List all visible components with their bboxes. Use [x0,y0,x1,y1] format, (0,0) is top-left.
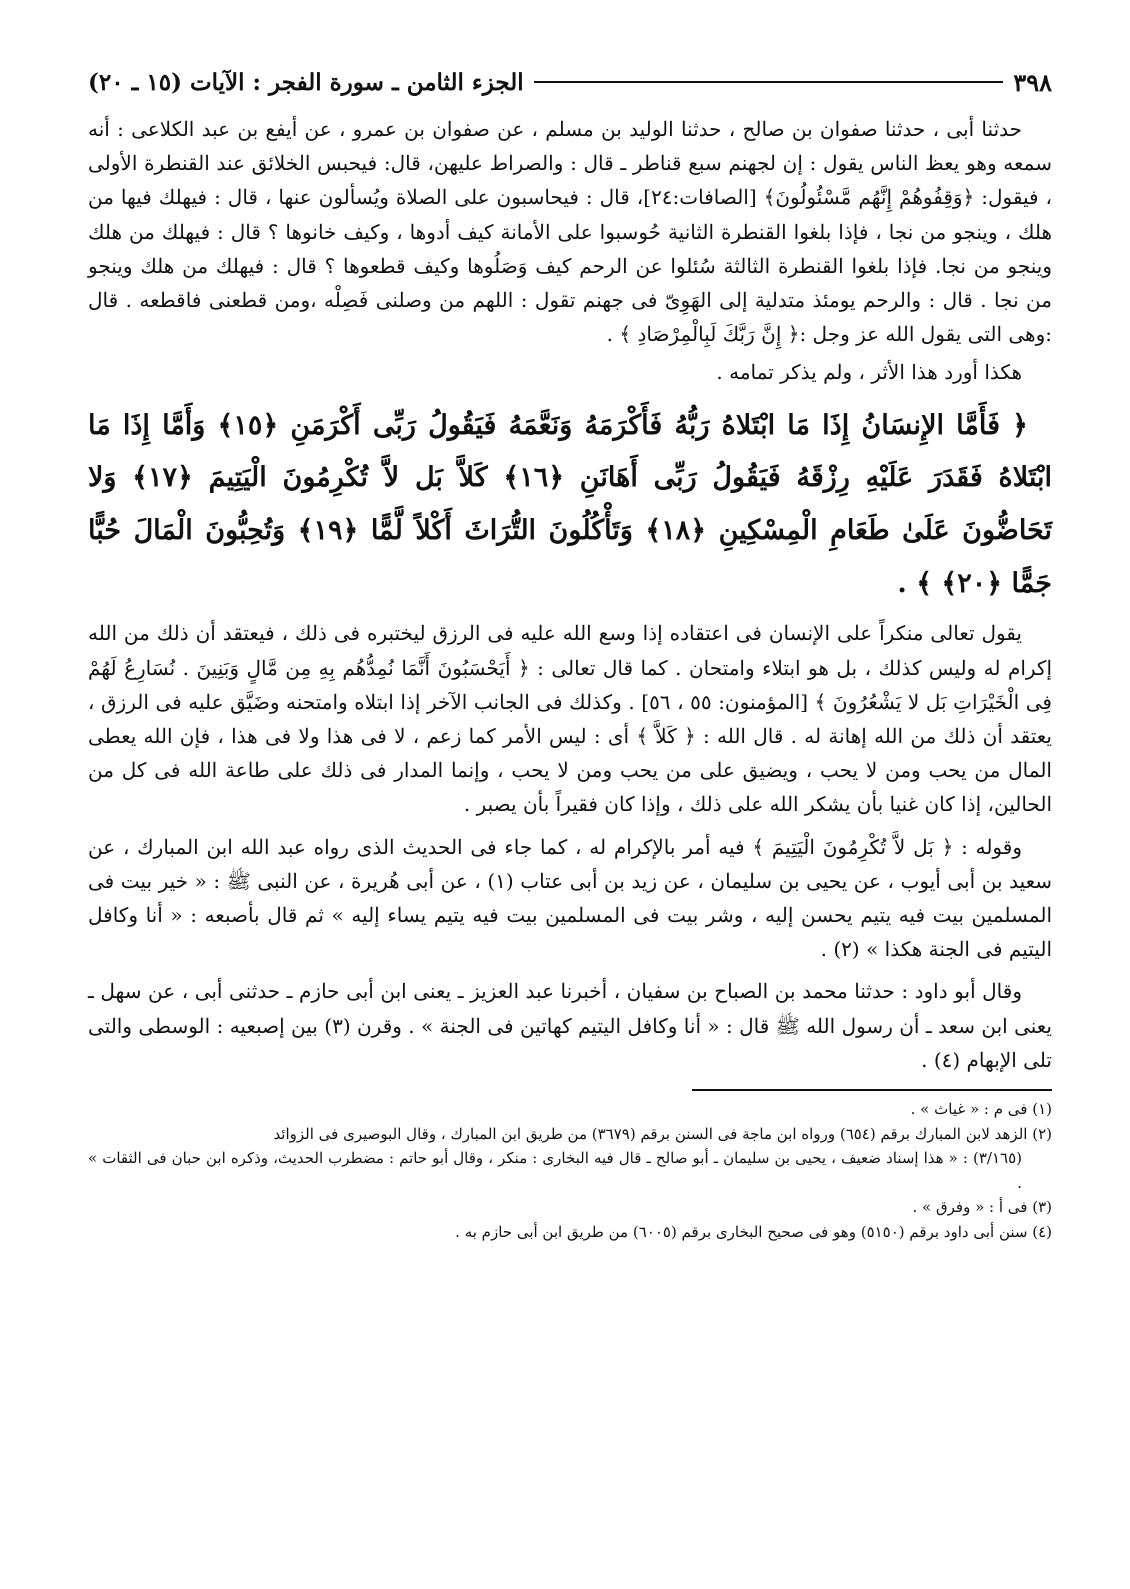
quran-verses: ﴿ فَأَمَّا الإِنسَانُ إِذَا مَا ابْتَلاهُ رَبُّهُ فَأَكْرَمَهُ وَنَعَّمَهُ فَيَقُولُ رَبِّى أَكْرَمَنِ ﴿١٥﴾ وَأَمَّا إِذَا مَا ابْتَلاهُ فَقَدَرَ عَلَيْهِ رِزْقَهُ فَيَقُولُ رَبِّى أَهَانَنِ ﴿١٦﴾ كَلاَّ بَل لاَّ تُكْرِمُونَ الْيَتِيمَ ﴿١٧﴾ وَلا تَحَاضُّونَ عَلَىٰ طَعَامِ الْمِسْكِينِ ﴿١٨﴾ وَتَأْكُلُونَ التُّرَاثَ أَكْلاً لَّمًّا ﴿١٩﴾ وَتُحِبُّونَ الْمَالَ حُبًّا جَمًّا ﴿٢٠﴾ ﴾ . [88,409,1053,599]
header-title: الجزء الثامن ـ سورة الفجر : الآيات (١٥ ـ ٢٠) [88,68,524,96]
paragraph-orphan-hadith: وقوله : ﴿ بَل لاَّ تُكْرِمُونَ الْيَتِيمَ ﴾ فيه أمر بالإكرام له ، كما جاء فى الحديث الذى رواه عبد الله ابن المبارك ، عن سعيد بن أبى أيوب ، عن يحيى بن سليمان ، عن زيد بن أبى عتاب (١) ، عن أبى هُريرة ، عن النبى ﷺ : « خير بيت فى المسلمين بيت فيه يتيم يحسن إليه ، وشر بيت فى المسلمين بيت فيه يتيم يساء إليه » ثم قال بأصبعه : « أنا وكافل اليتيم فى الجنة هكذا » (٢) . [88,834,1053,962]
footnote-2-continued: (٣/١٦٥) : « هذا إسناد ضعيف ، يحيى بن سليمان ـ أبو صالح ـ قال فيه البخارى : منكر ، وقال أبو حاتم : مضطرب الحديث، وذكره ابن حبان فى الثقات » . [88,1149,1022,1192]
page-number: ٣٩٨ [1013,67,1052,97]
paragraph-abu-dawud: وقال أبو داود : حدثنا محمد بن الصباح بن سفيان ، أخبرنا عبد العزيز ـ يعنى ابن أبى حازم ـ حدثنى أبى ، عن سهل ـ يعنى ابن سعد ـ أن رسول الله ﷺ قال : « أنا وكافل اليتيم كهاتين فى الجنة » . وقرن (٣) بين إصبعيه : الوسطى والتى تلى الإبهام (٤) . [88,979,1053,1072]
footnotes [88,1097,1052,1244]
header-rule [534,81,1004,83]
footnote-4: (٤) سنن أبى داود برقم (٥١٥٠) وهو فى صحيح البخارى برقم (٦٠٠٥) من طريق ابن أبى حازم به . [455,1222,1052,1241]
paragraph-note: هكذا أورد هذا الأثر ، ولم يذكر تمامه . [716,360,1022,385]
footnote-1: (١) فى م : « غياث » . [910,1100,1052,1119]
footnote-2: (٢) الزهد لابن المبارك برقم (٦٥٤) ورواه ابن ماجة فى السنن برقم (٣٦٧٩) من طريق ابن المبارك ، وقال البوصيرى فى الزوائد [273,1124,1052,1143]
footnote-rule [692,1089,1052,1091]
paragraph-tafsir: يقول تعالى منكراً على الإنسان فى اعتقاده إذا وسع الله عليه فى الرزق ليختبره فى ذلك ، فيعتقد أن ذلك من الله إكرام له وليس كذلك ، بل هو ابتلاء وامتحان . كما قال تعالى : ﴿ أَيَحْسَبُونَ أَنَّمَا نُمِدُّهُم بِهِ مِن مَّالٍ وَبَنِينَ . نُسَارِعُ لَهُمْ فِى الْخَيْرَاتِ بَل لا يَشْعُرُونَ ﴾ [المؤمنون: ٥٥ ، ٥٦] . وكذلك فى الجانب الآخر إذا ابتلاه وامتحنه وضَيَّق عليه فى الرزق ، يعتقد أن ذلك من الله إهانة له . قال الله : ﴿ كَلاَّ ﴾ أى : ليس الأمر كما زعم ، لا فى هذا ولا فى هذا ، فإن الله يعطى المال من يحب ومن لا يحب ، ويضيق على من يحب ومن لا يحب ، وإنما المدار فى ذلك على طاعة الله فى كل من الحالين، إذا كان غنيا بأن يشكر الله على ذلك ، وإذا كان فقيراً بأن يصبر . [88,621,1052,817]
paragraph-narration: حدثنا أبى ، حدثنا صفوان بن صالح ، حدثنا الوليد بن مسلم ، عن صفوان بن عمرو ، عن أيفع بن عبد الكلاعى : أنه سمعه وهو يعظ الناس يقول : إن لجهنم سبع قناطر ـ قال : والصراط عليهن، قال: فيحبس الخلائق عند القنطرة الأولى ، فيقول: ﴿وَقِفُوهُمْ إِنَّهُم مَّسْئُولُونَ﴾ [الصافات:٢٤]، قال : فيحاسبون على الصلاة ويُسألون عنها ، قال : فيهلك فيها من هلك ، وينجو من نجا ، فإذا بلغوا القنطرة الثانية حُوسبوا على الأمانة كيف أدوها ، وكيف خانوها ؟ قال : فيهلك من هلك وينجو من نجا. فإذا بلغوا القنطرة الثالثة سُئلوا عن الرحم كيف وَصَلُوها وكيف قطعوها ؟ قال : فيهلك من هلك وينجو من نجا . قال : والرحم يومئذ متدلية إلى الهَوِىّ فى جهنم تقول : اللهم من وصلنى فَصِلْه ،ومن قطعنى فاقطعه . قال :وهى التى يقول الله عز وجل :﴿ إِنَّ رَبَّكَ لَبِالْمِرْصَادِ ﴾ . [88,117,1052,347]
running-header [88,62,1052,102]
footnote-3: (٣) فى أ : « وفرق » . [912,1198,1052,1217]
